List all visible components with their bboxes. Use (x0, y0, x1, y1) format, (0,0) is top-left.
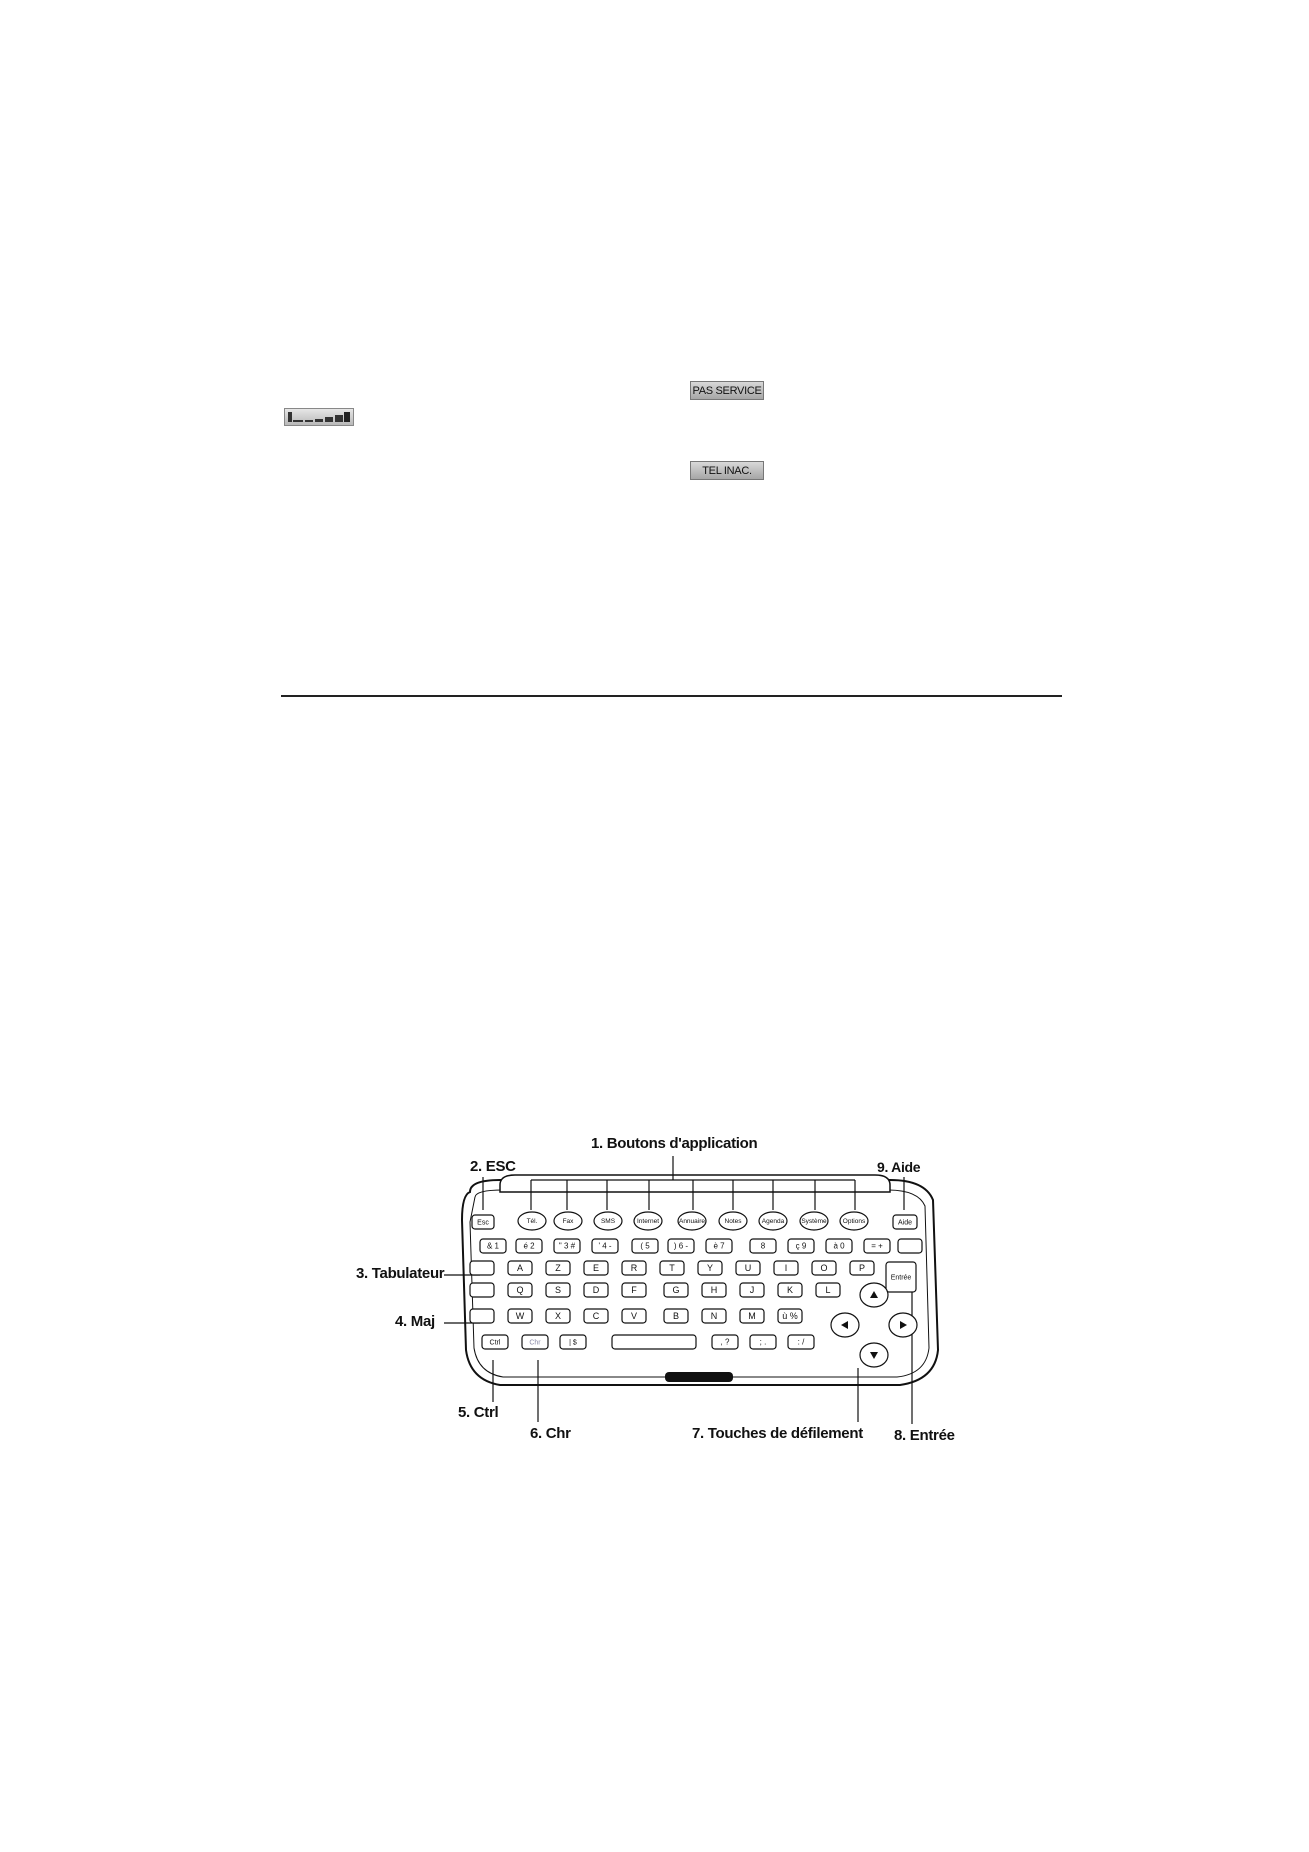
row-w-key-2-label: C (592, 1311, 600, 1321)
row-w-key-0-label: W (515, 1311, 525, 1321)
key-p-label: P (858, 1263, 866, 1273)
bottom-left-key-1-label: Chr (529, 1339, 541, 1347)
bottom-left-key-0-label: Ctrl (489, 1339, 501, 1347)
number-key-6[interactable] (706, 1239, 732, 1253)
help-key-label: Aide (897, 1219, 913, 1227)
key-z[interactable] (546, 1261, 570, 1275)
label-shift: 4. Maj (395, 1313, 435, 1330)
key-t-label: T (669, 1263, 675, 1273)
row-w-key-4-label: B (672, 1311, 680, 1321)
key-f[interactable] (622, 1283, 646, 1297)
enter-key[interactable] (886, 1262, 916, 1292)
bottom-left-key-1[interactable] (522, 1335, 548, 1349)
enter-key-label: Entrée (890, 1274, 912, 1282)
row-w-key-5-label: N (710, 1311, 718, 1321)
key-a[interactable] (508, 1261, 532, 1275)
tab-key[interactable] (470, 1261, 494, 1275)
app-button-strip (500, 1175, 890, 1192)
key-d-label: D (592, 1285, 600, 1295)
app-key-7-label: Système (801, 1218, 827, 1226)
number-key-6-label: è 7 (713, 1241, 725, 1251)
key-y[interactable] (698, 1261, 722, 1275)
key-s-label: S (554, 1285, 562, 1295)
scroll-left-key[interactable] (831, 1313, 859, 1337)
key-e-label: E (592, 1263, 600, 1273)
row-w-key-6-label: M (748, 1311, 756, 1321)
caps-lock-key[interactable] (470, 1283, 494, 1297)
number-key-5[interactable] (668, 1239, 694, 1253)
number-key-4-label: ( 5 (640, 1241, 650, 1251)
row-w-key-3-label: V (630, 1311, 638, 1321)
app-key-5-label: Notes (724, 1218, 742, 1226)
esc-key[interactable] (472, 1215, 494, 1229)
row-w-key-1-label: X (554, 1311, 562, 1321)
number-key-8-label: ç 9 (795, 1241, 807, 1251)
number-key-9[interactable] (826, 1239, 852, 1253)
label-app-buttons: 1. Boutons d'application (591, 1135, 758, 1152)
key-f-label: F (631, 1285, 637, 1295)
row-w-key-0[interactable] (508, 1309, 532, 1323)
number-key-8[interactable] (788, 1239, 814, 1253)
space-key[interactable] (612, 1335, 696, 1349)
backspace-key[interactable] (898, 1239, 922, 1253)
app-key-0[interactable] (518, 1212, 546, 1230)
app-key-7[interactable] (800, 1212, 828, 1230)
key-a-label: A (516, 1263, 524, 1273)
bottom-right-key-1-label: ; . (759, 1337, 767, 1347)
key-u[interactable] (736, 1261, 760, 1275)
number-key-1-label: é 2 (523, 1241, 535, 1251)
row-w-key-7[interactable] (778, 1309, 802, 1323)
key-i[interactable] (774, 1261, 798, 1275)
number-key-5-label: ) 6 - (673, 1241, 689, 1251)
key-r[interactable] (622, 1261, 646, 1275)
row-w-key-1[interactable] (546, 1309, 570, 1323)
number-key-0-label: & 1 (486, 1241, 500, 1251)
key-d[interactable] (584, 1283, 608, 1297)
number-key-9-label: à 0 (833, 1241, 845, 1251)
key-g-label: G (672, 1285, 680, 1295)
number-key-10[interactable] (864, 1239, 890, 1253)
key-o-label: O (820, 1263, 828, 1273)
app-key-8-label: Options (842, 1218, 866, 1226)
key-i-label: I (784, 1263, 788, 1273)
bottom-right-key-0[interactable] (712, 1335, 738, 1349)
app-key-6[interactable] (759, 1212, 787, 1230)
app-key-4-label: Annuaire (678, 1218, 706, 1226)
bottom-right-key-2-label: : / (797, 1337, 805, 1347)
app-key-1-label: Fax (562, 1218, 574, 1226)
key-k-label: K (786, 1285, 794, 1295)
app-key-2-label: SMS (600, 1218, 616, 1226)
scroll-up-key[interactable] (860, 1283, 888, 1307)
key-r-label: R (630, 1263, 638, 1273)
key-q[interactable] (508, 1283, 532, 1297)
bottom-right-key-2[interactable] (788, 1335, 814, 1349)
app-key-6-label: Agenda (761, 1218, 785, 1226)
bottom-right-key-0-label: , ? (720, 1337, 730, 1347)
help-key[interactable] (893, 1215, 917, 1229)
key-h[interactable] (702, 1283, 726, 1297)
key-l-label: L (825, 1285, 831, 1295)
esc-key-label: Esc (477, 1219, 489, 1227)
number-key-7-label: 8 (760, 1241, 766, 1251)
bottom-left-key-0[interactable] (482, 1335, 508, 1349)
scroll-right-key[interactable] (889, 1313, 917, 1337)
key-q-label: Q (516, 1285, 524, 1295)
bottom-right-key-1[interactable] (750, 1335, 776, 1349)
row-w-key-3[interactable] (622, 1309, 646, 1323)
label-chr: 6. Chr (530, 1425, 571, 1442)
app-key-1[interactable] (554, 1212, 582, 1230)
key-j-label: J (749, 1285, 755, 1295)
number-key-3-label: ' 4 - (598, 1241, 612, 1251)
key-p[interactable] (850, 1261, 874, 1275)
bottom-left-key-2[interactable] (560, 1335, 586, 1349)
key-j[interactable] (740, 1283, 764, 1297)
shift-key[interactable] (470, 1309, 494, 1323)
number-key-1[interactable] (516, 1239, 542, 1253)
label-esc: 2. ESC (470, 1158, 516, 1175)
app-key-2[interactable] (594, 1212, 622, 1230)
app-key-5[interactable] (719, 1212, 747, 1230)
key-g[interactable] (664, 1283, 688, 1297)
bottom-connector (665, 1372, 733, 1382)
number-key-2-label: " 3 # (558, 1241, 576, 1251)
key-y-label: Y (706, 1263, 714, 1273)
label-help: 9. Aide (877, 1159, 921, 1175)
label-scroll: 7. Touches de défilement (692, 1425, 863, 1442)
row-w-key-6[interactable] (740, 1309, 764, 1323)
no-service-badge: PAS SERVICE (690, 381, 764, 400)
key-u-label: U (744, 1263, 752, 1273)
app-key-3-label: Internet (636, 1218, 660, 1226)
number-key-3[interactable] (592, 1239, 618, 1253)
key-k[interactable] (778, 1283, 802, 1297)
row-w-key-4[interactable] (664, 1309, 688, 1323)
app-key-0-label: Tél. (526, 1218, 538, 1226)
bottom-left-key-2-label: | $ (569, 1339, 577, 1347)
app-key-3[interactable] (634, 1212, 662, 1230)
key-o[interactable] (812, 1261, 836, 1275)
key-e[interactable] (584, 1261, 608, 1275)
number-key-4[interactable] (632, 1239, 658, 1253)
phone-off-badge: TEL INAC. (690, 461, 764, 480)
label-enter: 8. Entrée (894, 1427, 955, 1444)
key-s[interactable] (546, 1283, 570, 1297)
key-t[interactable] (660, 1261, 684, 1275)
number-key-2[interactable] (554, 1239, 580, 1253)
number-key-10-label: = + (871, 1241, 883, 1251)
scroll-down-key[interactable] (860, 1343, 888, 1367)
number-key-0[interactable] (480, 1239, 506, 1253)
label-ctrl: 5. Ctrl (458, 1404, 499, 1421)
key-h-label: H (710, 1285, 718, 1295)
row-w-key-2[interactable] (584, 1309, 608, 1323)
label-tab: 3. Tabulateur (356, 1265, 445, 1282)
number-key-7[interactable] (750, 1239, 776, 1253)
key-l[interactable] (816, 1283, 840, 1297)
row-w-key-5[interactable] (702, 1309, 726, 1323)
app-key-8[interactable] (840, 1212, 868, 1230)
app-key-4[interactable] (678, 1212, 706, 1230)
row-w-key-7-label: ù % (782, 1311, 798, 1321)
key-z-label: Z (555, 1263, 561, 1273)
